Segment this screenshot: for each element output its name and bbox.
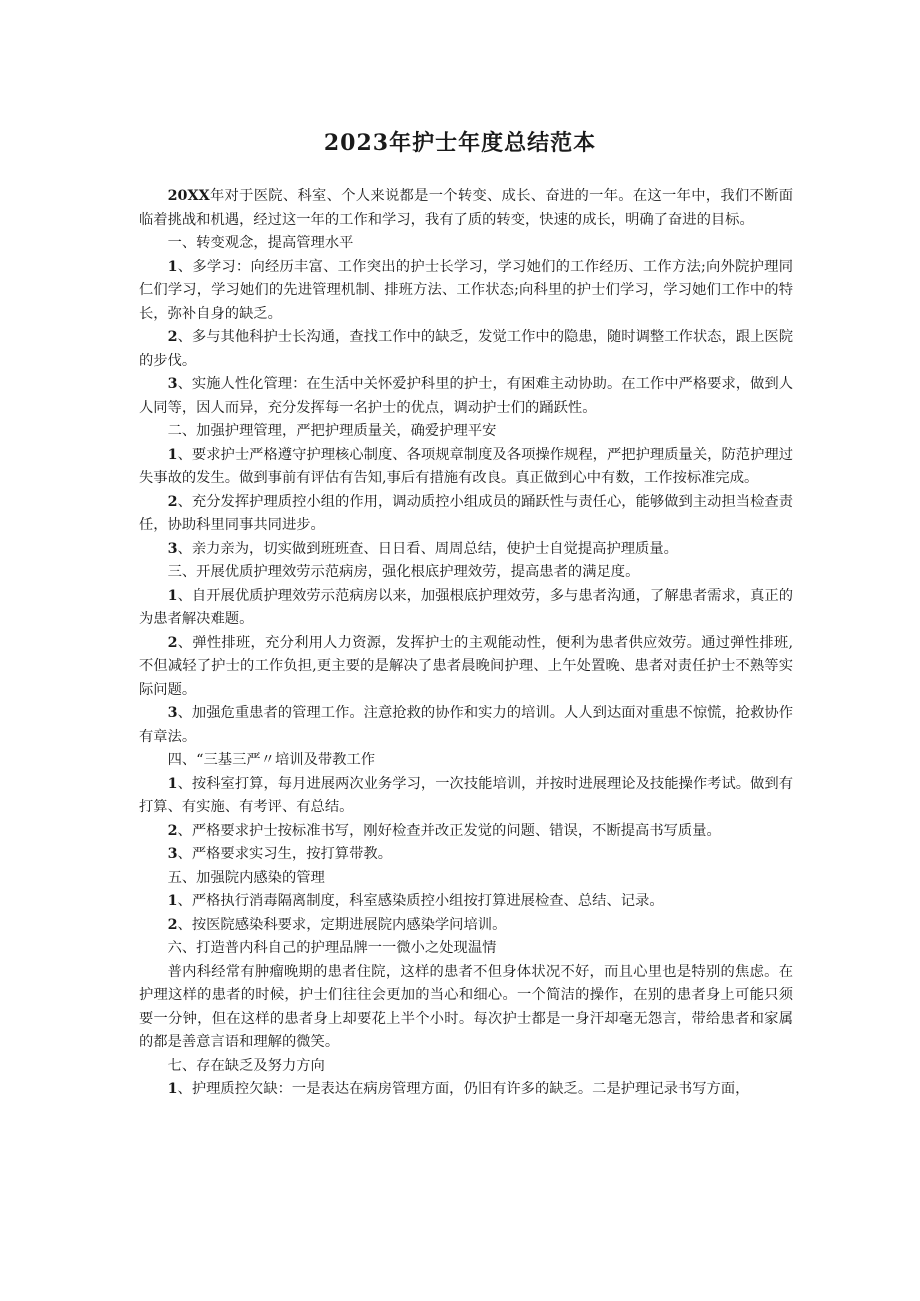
paragraph-text: 一、转变观念，提高管理水平: [167, 235, 354, 251]
item-number: 1: [167, 446, 178, 463]
paragraph-text: 、按医院感染科要求，定期进展院内感染学问培训。: [177, 916, 507, 933]
item-number: 1: [167, 1081, 178, 1097]
item-number: 3: [167, 705, 178, 721]
section-heading: [139, 867, 793, 891]
item-number: 1: [167, 893, 178, 909]
item-number: 1: [167, 258, 178, 275]
paragraph-text: 、按科室打算，每月进展两次业务学习，一次技能培训，并按时进展理论及技能操作考试。做到有打算、有实施、有考评、有总结。: [139, 775, 793, 815]
paragraph-text: 、弹性排班，充分利用人力资源，发挥护士的主观能动性，便利为患者供应效劳。通过弹性排班,不但减轻了护士的工作负担,更主要的是解决了患者晨晚间护理、上午处置晚、患者对责任护士不熟等实际问题。: [139, 634, 793, 698]
section-heading: [139, 749, 793, 773]
paragraph: [139, 961, 793, 1055]
paragraph-text: 、亲力亲为，切实做到班班查、日日看、周周总结，使护士自觉提高护理质量。: [177, 540, 678, 557]
document-title: 2023年护士年度总结范本: [323, 130, 597, 156]
paragraph-text: 、严格要求护士按标准书写，刚好检查并改正发觉的问题、错误，不断提高书写质量。: [177, 822, 721, 839]
item-number: 2: [167, 493, 178, 510]
item-number: 3: [167, 846, 178, 862]
paragraph-text: 二、加强护理管理，严把护理质量关，确爱护理平安: [167, 423, 497, 439]
paragraph-text: 四、“三基三严〃培训及带教工作: [167, 752, 376, 768]
item-number: 3: [167, 376, 178, 392]
paragraph: [139, 185, 793, 232]
item-number: 2: [167, 916, 178, 933]
paragraph-text: 、实施人性化管理：在生活中关怀爱护科里的护士，有困难主动协助。在工作中严格要求，做到人人同等，因人而异，充分发挥每一名护士的优点，调动护士们的踊跃性。: [139, 376, 793, 416]
paragraph: [139, 491, 793, 538]
section-heading: [139, 561, 793, 585]
paragraph: [139, 890, 793, 914]
paragraph: [139, 1078, 793, 1102]
section-heading: [139, 232, 793, 256]
item-number: 20XX: [167, 188, 210, 204]
paragraph: [139, 256, 793, 327]
paragraph-text: 、自开展优质护理效劳示范病房以来，加强根底护理效劳，多与患者沟通，了解患者需求，真正的为患者解决难题。: [139, 587, 793, 627]
item-number: 3: [167, 540, 178, 557]
item-number: 2: [167, 329, 178, 345]
document-body: [139, 185, 793, 1102]
paragraph-text: 三、开展优质护理效劳示范病房，强化根底护理效劳，提高患者的满足度。: [167, 564, 640, 580]
item-number: 1: [167, 587, 178, 604]
paragraph: [139, 702, 793, 749]
paragraph-text: 、严格执行消毒隔离制度，科室感染质控小组按打算进展检查、总结、记录。: [177, 893, 664, 909]
paragraph-text: 、加强危重患者的管理工作。注意抢救的协作和实力的培训。人人到达面对重患不惊慌，抢救协作有章法。: [139, 705, 793, 745]
item-number: 2: [167, 634, 178, 651]
item-number: 2: [167, 822, 178, 839]
paragraph: [139, 632, 793, 703]
paragraph: [139, 914, 793, 938]
paragraph-text: 五、加强院内感染的管理: [167, 869, 325, 886]
item-number: 1: [167, 775, 178, 792]
paragraph-text: 六、打造普内科自己的护理品牌一一微小之处现温情: [167, 940, 497, 956]
paragraph-text: 、多与其他科护士长沟通，查找工作中的缺乏，发觉工作中的隐患，随时调整工作状态，跟上医院的步伐。: [139, 329, 793, 369]
paragraph-text: 、多学习：向经历丰富、工作突出的护士长学习，学习她们的工作经历、工作方法;向外院护理同仁们学习，学习她们的先进管理机制、排班方法、工作状态;向科里的护士们学习，学习她们工作中的特长，弥补自身的缺乏。: [139, 258, 793, 322]
paragraph-text: 、要求护士严格遵守护理核心制度、各项规章制度及各项操作规程，严把护理质量关，防范护理过失事故的发生。做到事前有评估有告知,事后有措施有改良。真正做到心中有数，工作按标准完成。: [139, 446, 793, 486]
paragraph: [139, 585, 793, 632]
section-heading: [139, 420, 793, 444]
paragraph: [139, 444, 793, 491]
paragraph: [139, 326, 793, 373]
paragraph-text: 年对于医院、科室、个人来说都是一个转变、成长、奋进的一年。在这一年中，我们不断面临着挑战和机遇，经过这一年的工作和学习，我有了质的转变，快速的成长，明确了奋进的目标。: [139, 188, 793, 228]
paragraph: [139, 820, 793, 844]
paragraph-text: 、护理质控欠缺：一是表达在病房管理方面，仍旧有许多的缺乏。二是护理记录书写方面，: [177, 1081, 750, 1097]
paragraph-text: 、严格要求实习生，按打算带教。: [177, 846, 392, 862]
section-heading: [139, 1055, 793, 1079]
paragraph-text: 普内科经常有肿瘤晚期的患者住院，这样的患者不但身体状况不好，而且心里也是特别的焦虑。在护理这样的患者的时候，护士们往往会更加的当心和细心。一个简洁的操作，在别的患者身上可能只须要一分钟，但在这样的患者身上却要花上半个小时。每次护士都是一身汗却毫无怨言，带给患者和家属的都是善意言语和理解的微笑。: [139, 963, 793, 1050]
paragraph: [139, 538, 793, 562]
paragraph: [139, 773, 793, 820]
section-heading: [139, 937, 793, 961]
paragraph: [139, 843, 793, 867]
paragraph: [139, 373, 793, 420]
paragraph-text: 、充分发挥护理质控小组的作用，调动质控小组成员的踊跃性与责任心，能够做到主动担当检查责任，协助科里同事共同进步。: [139, 493, 793, 533]
paragraph-text: 七、存在缺乏及努力方向: [167, 1057, 325, 1074]
